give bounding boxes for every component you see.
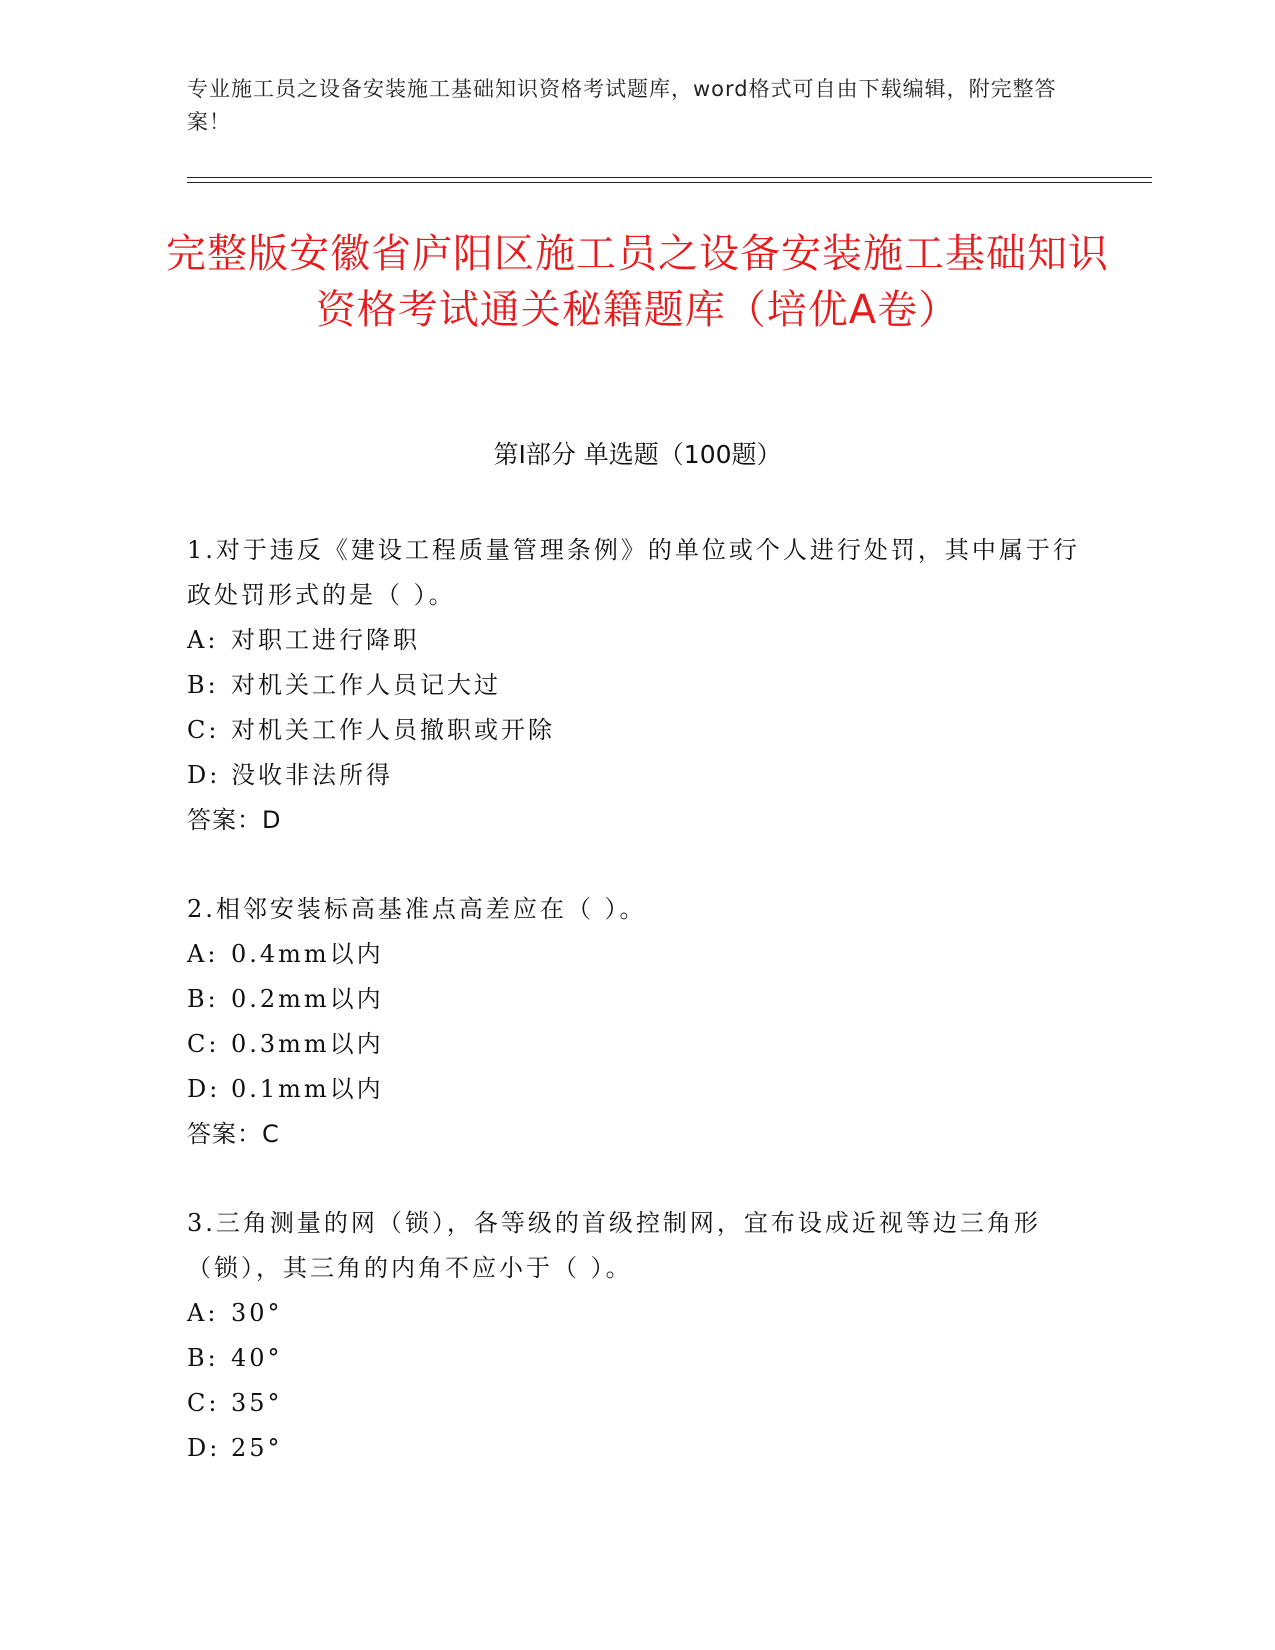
option-letter: C: — [187, 1030, 220, 1058]
question-stem: 1.对于违反《建设工程质量管理条例》的单位或个人进行处罚，其中属于行政处罚形式的是（ ）。 — [187, 536, 1080, 609]
option-d — [187, 1067, 1087, 1112]
option-text: 0.2mm以内 — [231, 985, 384, 1013]
header-rule-bottom — [187, 182, 1152, 183]
option-text: 对职工进行降职 — [231, 626, 420, 654]
option-letter: B: — [187, 671, 219, 699]
option-letter: A: — [187, 626, 219, 654]
option-b — [187, 1336, 1087, 1381]
option-text: 0.4mm以内 — [231, 940, 384, 968]
option-letter: C: — [187, 716, 220, 744]
option-c — [187, 1381, 1087, 1426]
answer-value: C — [262, 1120, 280, 1148]
answer-value: D — [262, 806, 282, 834]
question-1 — [187, 528, 1087, 843]
option-text: 0.3mm以内 — [231, 1030, 384, 1058]
option-letter: A: — [187, 1299, 219, 1327]
option-c — [187, 1022, 1087, 1067]
option-c — [187, 708, 1087, 753]
question-2 — [187, 887, 1087, 1157]
option-letter: D: — [187, 1075, 221, 1103]
section-title: 第Ⅰ部分 单选题（100题） — [493, 440, 782, 469]
option-b — [187, 977, 1087, 1022]
question-3 — [187, 1201, 1087, 1471]
answer-line — [187, 1112, 1087, 1157]
option-a — [187, 1291, 1087, 1336]
option-d — [187, 753, 1087, 798]
option-text: 35° — [231, 1389, 283, 1417]
option-letter: C: — [187, 1389, 220, 1417]
answer-line — [187, 798, 1087, 843]
answer-prefix: 答案： — [187, 806, 262, 834]
option-d — [187, 1426, 1087, 1471]
option-a — [187, 932, 1087, 977]
option-letter: B: — [187, 985, 219, 1013]
question-stem: 3.三角测量的网（锁），各等级的首级控制网，宜布设成近视等边三角形（锁），其三角的内角不应小于（ ）。 — [187, 1209, 1041, 1282]
header-rule-top — [187, 177, 1152, 178]
answer-prefix: 答案： — [187, 1120, 262, 1148]
option-text: 没收非法所得 — [231, 761, 393, 789]
option-a — [187, 618, 1087, 663]
option-letter: D: — [187, 761, 221, 789]
option-text: 40° — [231, 1344, 283, 1372]
option-text: 对机关工作人员记大过 — [231, 671, 501, 699]
option-text: 30° — [231, 1299, 283, 1327]
question-list — [187, 528, 1087, 1515]
option-b — [187, 663, 1087, 708]
option-letter: B: — [187, 1344, 219, 1372]
header-note: 专业施工员之设备安装施工基础知识资格考试题库，word格式可自由下载编辑，附完整答案！ — [187, 77, 1057, 134]
option-text: 0.1mm以内 — [231, 1075, 384, 1103]
option-text: 25° — [231, 1434, 283, 1462]
option-letter: A: — [187, 940, 219, 968]
question-stem: 2.相邻安装标高基准点高差应在（ ）。 — [187, 895, 647, 923]
document-title: 完整版安徽省庐阳区施工员之设备安装施工基础知识资格考试通关秘籍题库（培优A卷） — [166, 231, 1109, 333]
option-text: 对机关工作人员撤职或开除 — [231, 716, 555, 744]
option-letter: D: — [187, 1434, 221, 1462]
